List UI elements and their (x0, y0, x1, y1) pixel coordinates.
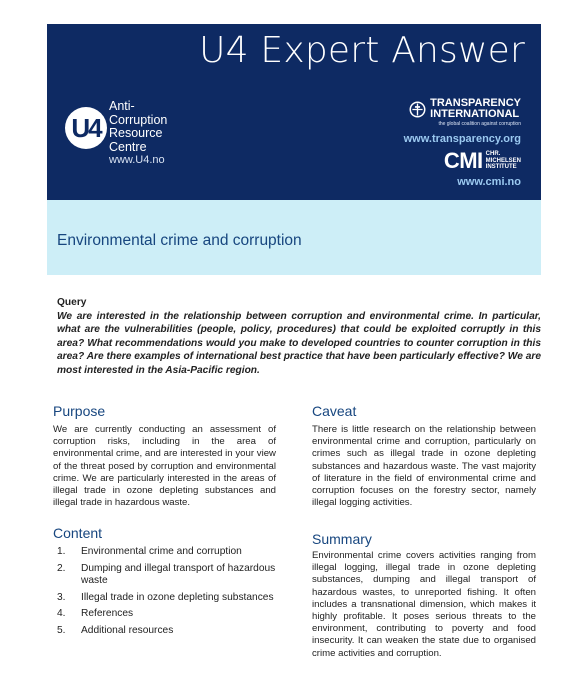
summary-text: Environmental crime covers activities ranging from illegal logging, illegal trade in ozone depleting substances, dumping and illegal transport of hazardous wastes, to unreported fishing. It often includes a transnational dimension, which makes it highly profitable. It poses serious threats to the environment, contributing to poverty and food insecurity. It can weaken the state due to organised crime activities and corruption. (312, 550, 536, 659)
ti-tagline: the global coalition against corruption (438, 121, 521, 127)
cmi-name-line: INSTITUTE (485, 164, 517, 171)
list-label: Dumping and illegal transport of hazardous waste (81, 562, 276, 586)
cmi-name-line: MICHELSEN (485, 157, 521, 164)
u4-logo (65, 107, 107, 149)
list-number: 3. (57, 591, 66, 603)
list-number: 5. (57, 624, 66, 636)
query-label: Query (57, 297, 87, 308)
list-label: Illegal trade in ozone depleting substances (81, 591, 274, 603)
purpose-heading: Purpose (53, 403, 106, 419)
ti-logo (404, 98, 521, 120)
list-label: References (81, 608, 134, 619)
header-banner (47, 24, 541, 200)
purpose-text: We are currently conducting an assessment of corruption risks, including in the area of environmental crime, and are interested in your view of the threat posed by corruption and environmental crime. We are particularly interested in the areas of illegal trade in ozone depleting substances and illegal trade in hazardous waste. (53, 424, 276, 509)
ti-url-link[interactable]: www.transparency.org (403, 133, 521, 145)
u4-line: Centre (109, 139, 147, 154)
ti-name (430, 98, 521, 120)
list-label: Environmental crime and corruption (81, 546, 242, 557)
cmi-block (444, 148, 521, 188)
transparency-international-block (404, 98, 521, 145)
cmi-url-link[interactable]: www.cmi.no (457, 176, 521, 188)
document-title: Environmental crime and corruption (57, 232, 302, 249)
list-item[interactable] (57, 625, 277, 638)
list-item[interactable] (57, 608, 277, 621)
list-label: Additional resources (81, 624, 174, 636)
cmi-name-line: CHR. (485, 151, 501, 158)
list-number: 4. (57, 608, 66, 619)
ti-globe-icon (409, 101, 426, 118)
u4-name-block (109, 100, 167, 168)
query-section (57, 296, 541, 377)
caveat-text: There is little research on the relationship between environmental crime and corruption, particularly on crimes such as illegal trade in ozone depleting substances and hazardous waste. The vast majority of literature in the field of environmental crime and corruption focuses on the forestry sector, namely illegal logging activities. (312, 424, 536, 509)
u4-line: Resource (109, 126, 163, 140)
cmi-logo (444, 148, 521, 174)
list-item[interactable] (57, 563, 277, 588)
title-band (47, 200, 541, 275)
list-number: 2. (57, 562, 66, 574)
query-text: We are interested in the relationship between corruption and environmental crime. In particular, what are the vulnerabilities (people, policy, procedures) that could be exploited corruptly in this area? What recommendations would you make to developed countries to counter corruption in this area? Are there examples of international best practice that have been particularly effective? We are most interested in the Asia-Pacific region. (57, 310, 541, 376)
cmi-name (486, 151, 521, 171)
cmi-logo-text: CMI (443, 148, 483, 173)
list-number: 1. (57, 546, 66, 557)
list-item[interactable] (57, 546, 277, 559)
u4-line: Corruption (109, 112, 168, 127)
summary-heading: Summary (312, 531, 372, 547)
u4-line: Anti- (109, 99, 135, 113)
u4-url: www.U4.no (109, 154, 165, 166)
ti-name-line: INTERNATIONAL (430, 108, 520, 120)
caveat-heading: Caveat (312, 403, 357, 419)
list-item[interactable] (57, 592, 277, 605)
content-list (57, 546, 277, 641)
report-series-title: U4 Expert Answer (199, 30, 525, 71)
ti-name-line: TRANSPARENCY (430, 97, 521, 109)
content-heading: Content (53, 525, 103, 541)
u4-logo-text: U4 (71, 113, 101, 143)
